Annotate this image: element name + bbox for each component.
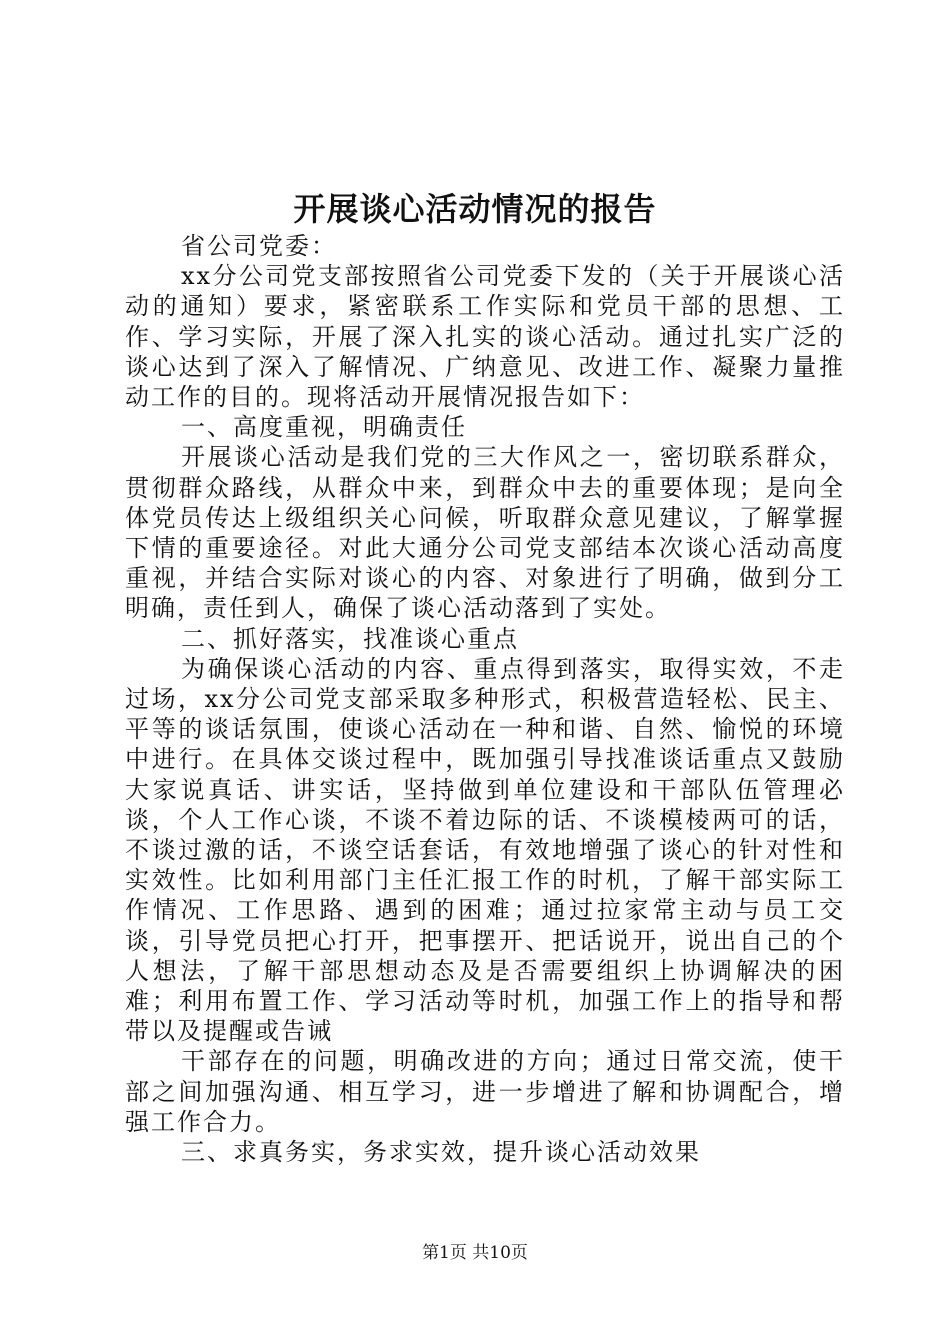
paragraph-section-2: 为确保谈心活动的内容、重点得到落实，取得实效，不走过场，xx分公司党支部采取多种形式，积极营造轻松、民主、平等的谈话氛围，使谈心活动在一种和谐、自然、愉悦的环境中进行。在具体交谈过程中，既加强引导找准谈话重点又鼓励大家说真话、讲实话，坚持做到单位建设和干部队伍管理必谈，个人工作心谈，不谈不着边际的话、不谈模棱两可的话，不谈过激的话，不谈空话套话，有效地增强了谈心的针对性和实效性。比如利用部门主任汇报工作的时机，了解干部实际工作情况、工作思路、遇到的困难；通过拉家常主动与员工交谈，引导党员把心打开，把事摆开、把话说开，说出自己的个人想法，了解干部思想动态及是否需要组织上协调解决的困难；利用布置工作、学习活动等时机，加强工作上的指导和帮带以及提醒或告诫 bbox=[125, 654, 845, 1046]
section-heading-3: 三、求真务实，务求实效，提升谈心活动效果 bbox=[181, 1138, 701, 1167]
paragraph-section-1: 开展谈心活动是我们党的三大作风之一，密切联系群众，贯彻群众路线，从群众中来，到群众中去的重要体现；是向全体党员传达上级组织关心问候，听取群众意见建议，了解掌握下情的重要途径。对此大通分公司党支部结本次谈心活动高度重视，并结合实际对谈心的内容、对象进行了明确，做到分工明确，责任到人，确保了谈心活动落到了实处。 bbox=[125, 443, 845, 623]
document-title: 开展谈心活动情况的报告 bbox=[293, 190, 657, 228]
salutation: 省公司党委： bbox=[181, 232, 337, 260]
paragraph-intro: xx分公司党支部按照省公司党委下发的（关于开展谈心活动的通知）要求，紧密联系工作实际和党员干部的思想、工作、学习实际，开展了深入扎实的谈心活动。通过扎实广泛的谈心达到了深入了解情况、广纳意见、改进工作、凝聚力量推动工作的目的。现将活动开展情况报告如下： bbox=[125, 262, 845, 412]
document-body bbox=[125, 231, 845, 1167]
paragraph-section-2-continued: 干部存在的问题，明确改进的方向；通过日常交流，使干部之间加强沟通、相互学习，进一步增进了解和协调配合，增强工作合力。 bbox=[125, 1047, 845, 1136]
page-footer: 第1页 共10页 bbox=[422, 1243, 528, 1263]
section-heading-1: 一、高度重视，明确责任 bbox=[181, 413, 467, 442]
section-heading-2: 二、抓好落实，找准谈心重点 bbox=[181, 624, 519, 653]
